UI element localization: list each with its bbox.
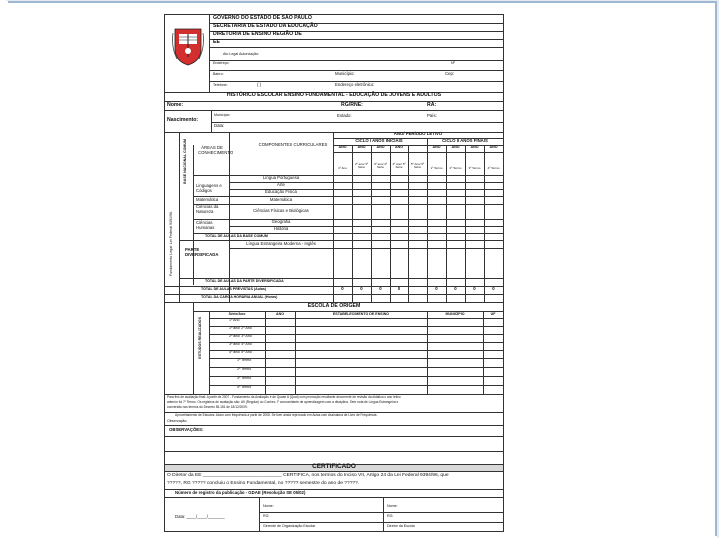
email-label: Endereço eletrônico: [335, 82, 375, 87]
parte-diversificada-label: PARTE DIVERSIFICADA [185, 247, 219, 257]
estudos-label: ESTUDOS REALIZADOS [198, 317, 202, 359]
birth-date-label: Data: [214, 123, 225, 128]
sub-col-1: 1º Ano [338, 166, 347, 170]
signature-right-role: Diretor da Escola [387, 524, 415, 528]
area-languages: Linguagens e Códigos [196, 183, 222, 193]
total-classes-label: TOTAL DE AULAS PREVISTAS (Aulas) [201, 287, 267, 291]
origin-row-5: 4º ano/ 5º Ano [229, 350, 252, 354]
areas-header: ÁREAS DE CONHECIMENTO [198, 145, 234, 155]
origin-header-grade: Série/Ano [228, 312, 246, 316]
sub-col-9: 4º Termo [487, 166, 500, 170]
total-zero-5: 0 [435, 286, 438, 291]
component-portuguese: Língua Portuguesa [262, 175, 300, 180]
origin-row-6: 1º Termo [237, 358, 252, 362]
total-zero-3: 0 [379, 286, 382, 291]
phone-value: ( ) [257, 82, 262, 87]
total-hours-label: TOTAL DA CARGA HORÁRIA ANUAL (Horas) [201, 295, 278, 299]
certificate-line-1: O Diretor da EE _____________________________ CERTIFICA, nos termos do Inciso VII, Artigo 24 da Lei Federal 9394/96, que [167, 473, 449, 478]
origin-row-7: 2º Termo [237, 367, 252, 371]
origin-row-8: 3º Termo [237, 376, 252, 380]
sub-col-7: 2º Termo [449, 166, 462, 170]
ano-col-7: ANO [470, 145, 479, 149]
ano-col-1: ANO [338, 145, 347, 149]
sub-col-3: 3º ano/ 4º Série [373, 162, 388, 170]
ano-col-3: ANO [376, 145, 385, 149]
ano-col-5: ANO [432, 145, 441, 149]
observation-label: Observação: [167, 419, 188, 423]
number-label: Nº [451, 61, 455, 65]
city-label: Município: [335, 71, 355, 76]
cycle-2-header: CICLO II ANOS FINAIS [442, 138, 488, 143]
header-line-3: DIRETORIA DE ENSINO REGIÃO DE [213, 31, 302, 37]
origin-header-city: MUNICÍPIO [445, 312, 465, 316]
signature-left-role: Gerente de Organização Escolar [263, 524, 316, 528]
note-line-3: conversão nos termos do Decreto 55.181 de 18/12/2009. [167, 405, 248, 409]
ano-col-2: ANO [357, 145, 366, 149]
certificate-date: Data: ____/____/_______ [175, 514, 225, 519]
note-line-2: anterior foi 7º Termo. Os registros de avaliação são: A5 (Regular) ou Conhec. F concomitante de aprendizagem com a disciplina. Sem nota de Língua Estrangeira e [167, 400, 399, 404]
component-english: Língua Estrangeira Moderna - Inglês [246, 241, 316, 246]
origin-header-uf: UF [490, 312, 496, 316]
registration-number: Número de registro da publicação - GDAE (Resolução SE 05/02) [175, 490, 306, 495]
student-rg-label: RG/RNE: [341, 102, 363, 108]
component-geography: Geografia [271, 219, 291, 224]
header-line-4: EE [213, 39, 220, 45]
note-line-4: Aproveitamento de Estudos: Aluno com frequência a partir de 2005. Se tiver ainda reprovado em Aulas com Assinatura de Livro de Frequência. [175, 413, 378, 417]
total-zero-2: 0 [360, 286, 363, 291]
area-math: Matemática [196, 197, 219, 202]
cycle-1-header: CICLO I ANOS INICIAIS [355, 138, 403, 143]
total-zero-7: 0 [473, 286, 476, 291]
header-line-1: GOVERNO DO ESTADO DE SÃO PAULO [213, 15, 312, 21]
sub-col-8: 3º Termo [468, 166, 481, 170]
legal-basis-label: Fundamento Legal: Lei Federal 9394/96. [169, 211, 173, 276]
student-ra-label: RA: [427, 102, 437, 108]
origin-header-school: ESTABELECIMENTO DE ENSINO [332, 312, 390, 316]
birth-state-label: Estado: [337, 113, 352, 118]
origin-row-1: 1º Ano [229, 318, 240, 322]
birth-country-label: País: [427, 113, 437, 118]
year-period-header: ANO/ PERÍODO LETIVO [393, 131, 443, 136]
signature-right-rg: RG: [387, 514, 394, 518]
sub-col-2: 2º ano/ 3º Série [354, 162, 369, 170]
observations-label: OBSERVAÇÕES: [169, 427, 204, 432]
signature-left-name: Nome: [263, 504, 274, 508]
origin-row-3: 2º ano/ 3º Ano [229, 334, 252, 338]
record-title: HISTÓRICO ESCOLAR ENSINO FUNDAMENTAL - EDUCAÇÃO DE JOVENS E ADULTOS [226, 92, 442, 98]
certificate-line-2: ?????, RG ????? concluiu o Ensino Fundamental, no ????? semestre do ano de ?????. [167, 481, 360, 486]
birth-city-label: Município: [214, 113, 231, 117]
total-zero-4: 0 [397, 286, 401, 291]
origin-row-2: 1º ano/ 2º Ano [229, 326, 252, 330]
origin-row-4: 3º ano/ 4º Ano [229, 342, 252, 346]
total-diversificada-label: TOTAL DE AULAS DA PARTE DIVERSIFICADA [205, 279, 284, 283]
components-header: COMPONENTES CURRICULARES [258, 142, 328, 147]
component-arts: Arte [277, 182, 285, 187]
ano-col-8: ANO [489, 145, 498, 149]
state-seal-icon [171, 25, 205, 67]
zip-label: Cep: [445, 71, 455, 76]
decree-label: Ato Legal Autorização: [223, 52, 259, 56]
origin-header-year: ANO [276, 312, 284, 316]
sub-col-4: 4º ano/ 5º Série [392, 162, 406, 170]
ano-col-4: ANO [395, 145, 403, 149]
certificate-title: CERTIFICADO [312, 463, 356, 470]
area-humanities: Ciências Humanas [196, 220, 215, 230]
signature-left-rg: RG: [263, 514, 270, 518]
origin-school-title: ESCOLA DE ORIGEM [307, 303, 361, 309]
total-base-label: TOTAL DE AULAS DA BASE COMUM [205, 234, 268, 238]
total-zero-1: 0 [341, 286, 344, 291]
origin-row-9: 4º Termo [237, 385, 252, 389]
address-label: Endereço: [213, 61, 230, 65]
component-pe: Educação Física [265, 189, 297, 194]
header-line-2: SECRETARIA DE ESTADO DA EDUCAÇÃO [213, 23, 318, 29]
sub-col-5: 5º Ano/ 6º Série [410, 162, 425, 170]
phone-label: Telefone: [213, 83, 228, 87]
component-sciences: Ciências Físicas e Biológicas [253, 208, 309, 213]
birth-label: Nascimento: [167, 117, 199, 123]
district-label: Bairro: [213, 72, 224, 76]
sub-col-6: 1º Termo [430, 166, 443, 170]
area-natural-sciences: Ciências da Natureza [196, 204, 219, 214]
student-name-label: Nome: [167, 102, 184, 108]
school-record-document [164, 14, 504, 532]
signature-right-name: Nome: [387, 504, 398, 508]
ano-col-6: ANO [451, 145, 460, 149]
base-nacional-label: BASE NACIONAL COMUM [183, 139, 187, 184]
component-history: História [273, 226, 289, 231]
note-line-1: Para fins de avaliação final: A partir de 2007 - Fundamento da Avaliação é de Quase A (Qual) com promoção resultante decorrente de revisão da didática o ano letivo [167, 395, 401, 399]
total-zero-6: 0 [454, 286, 457, 291]
component-math: Matemática [269, 197, 293, 202]
total-zero-8: 0 [492, 286, 495, 291]
